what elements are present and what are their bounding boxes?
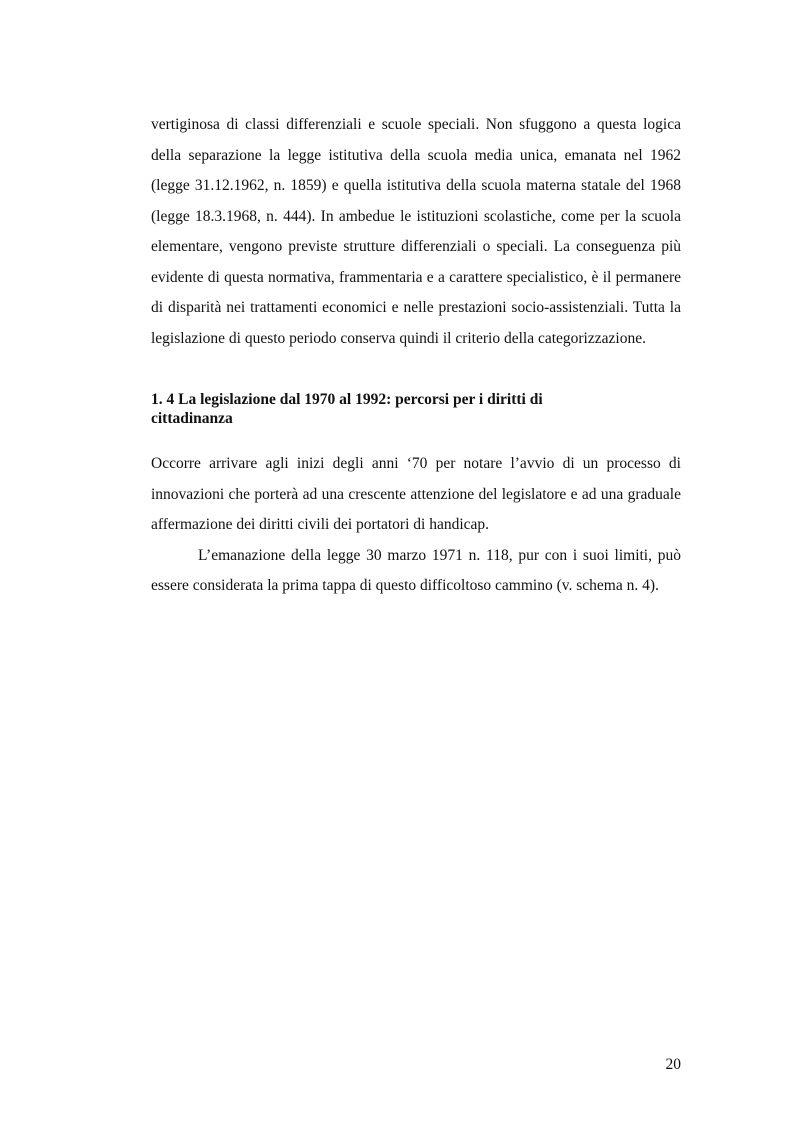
page-number: 20 bbox=[665, 1056, 681, 1073]
paragraph-categorization: vertiginosa di classi differenziali e scuole speciali. Non sfuggono a questa logica della separazione la legge istitutiva della scuola media unica, emanata nel 1962 (legge 31.12.1962, n. 1859) e quella istitutiva della scuola materna statale del 1968 (legge 18.3.1968, n. 444). In ambedue le istituzioni scolastiche, come per la scuola elementare, vengono previste strutture differenziali o speciali. La conseguenza più evidente di questa normativa, frammentaria e a carattere specialistico, è il permanere di disparità nei trattamenti economici e nelle prestazioni socio-assistenziali. Tutta la legislazione di questo periodo conserva quindi il criterio della categorizzazione. bbox=[151, 116, 681, 347]
body-text-bottom bbox=[151, 449, 681, 602]
section-heading: 1. 4 La legislazione dal 1970 al 1992: percorsi per i diritti di cittadinanza bbox=[151, 391, 543, 427]
paragraph-seventies: Occorre arrivare agli inizi degli anni ‘70 per notare l’avvio di un processo di innovazioni che porterà ad una crescente attenzione del legislatore e ad una graduale affermazione dei diritti civili dei portatori di handicap. bbox=[151, 455, 681, 533]
body-text-top bbox=[151, 110, 681, 354]
paragraph-law-118: L’emanazione della legge 30 marzo 1971 n. 118, pur con i suoi limiti, può essere considerata la prima tappa di questo difficoltoso cammino (v. schema n. 4). bbox=[151, 546, 681, 594]
